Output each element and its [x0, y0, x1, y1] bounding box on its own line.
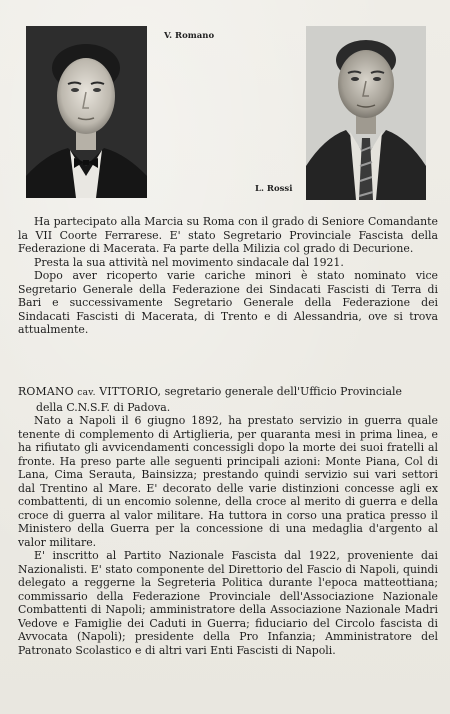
heading-role: segretario generale dell'Ufficio Provinciale [164, 385, 402, 398]
paragraph: Dopo aver ricoperto varie cariche minori è stato nominato vice Segretario Generale della Federazione dei Sindacati Fascisti di Terra di Bari e successivamente Segretario Generale della Federazione dei Sindacati Fascisti di Macerata, di Trento e di Alessandria, ove si trova attualmente. [18, 269, 438, 336]
portrait-photo-romano [26, 26, 147, 198]
biography-rossi [18, 215, 438, 337]
heading-honorific: cav. [77, 388, 96, 398]
heading-given-name: VITTORIO, [99, 385, 162, 398]
biography-romano [18, 385, 438, 657]
paragraph: Nato a Napoli il 6 giugno 1892, ha prestato servizio in guerra quale tenente di complemento di Artiglieria, per quaranta mesi in prima linea, e ha rifiutato gli avvicendamenti concessigli dopo la morte dei suoi fratelli al fronte. Ha preso parte alle seguenti principali azioni: Monte Piana, Col di Lana, Cima Serauta, Bainsizza; prestando quindi servizio sui vari settori dal Trentino al Mare. E' decorato delle varie distinzioni concesse agli ex combattenti, di un encomio solenne, della croce al merito di guerra e della croce di guerra al valor militare. Ha tuttora in corso una pratica presso il Ministero della Guerra per la concessione di una medaglia d'argento al valor militare. [18, 414, 438, 549]
heading-role-continuation: della C.N.S.F. di Padova. [36, 400, 171, 414]
paragraph: Ha partecipato alla Marcia su Roma con il grado di Seniore Comandante la VII Coorte Ferrarese. E' stato Segretario Provinciale Fascista della Federazione di Macerata. Fa parte della Milizia col grado di Decurione. [18, 215, 438, 255]
portrait-illustration-right [306, 26, 426, 200]
paragraph: E' inscritto al Partito Nazionale Fascista dal 1922, proveniente dai Nazionalisti. E' stato componente del Direttorio del Fascio di Napoli, quindi delegato a reggerne la Segreteria Politica durante l'epoca matteottiana; commissario della Federazione Provinciale dell'Associazione Nazionale Combattenti di Napoli; amministratore della Associazione Nazionale Madri Vedove e Famiglie dei Caduti in Guerra; fiduciario del Circolo fascista di Avvocata (Napoli); presidente della Pro Infanzia; Amministratore del Patronato Scolastico e di altri vari Enti Fascisti di Napoli. [18, 549, 438, 657]
caption-rossi: L. Rossi [255, 184, 293, 194]
paragraph: Presta la sua attività nel movimento sindacale dal 1921. [34, 255, 344, 269]
portrait-photo-rossi [306, 26, 426, 200]
entry-heading [18, 385, 438, 414]
portrait-illustration-left [26, 26, 147, 198]
caption-romano: V. Romano [164, 31, 215, 41]
heading-surname: ROMANO [18, 385, 74, 398]
